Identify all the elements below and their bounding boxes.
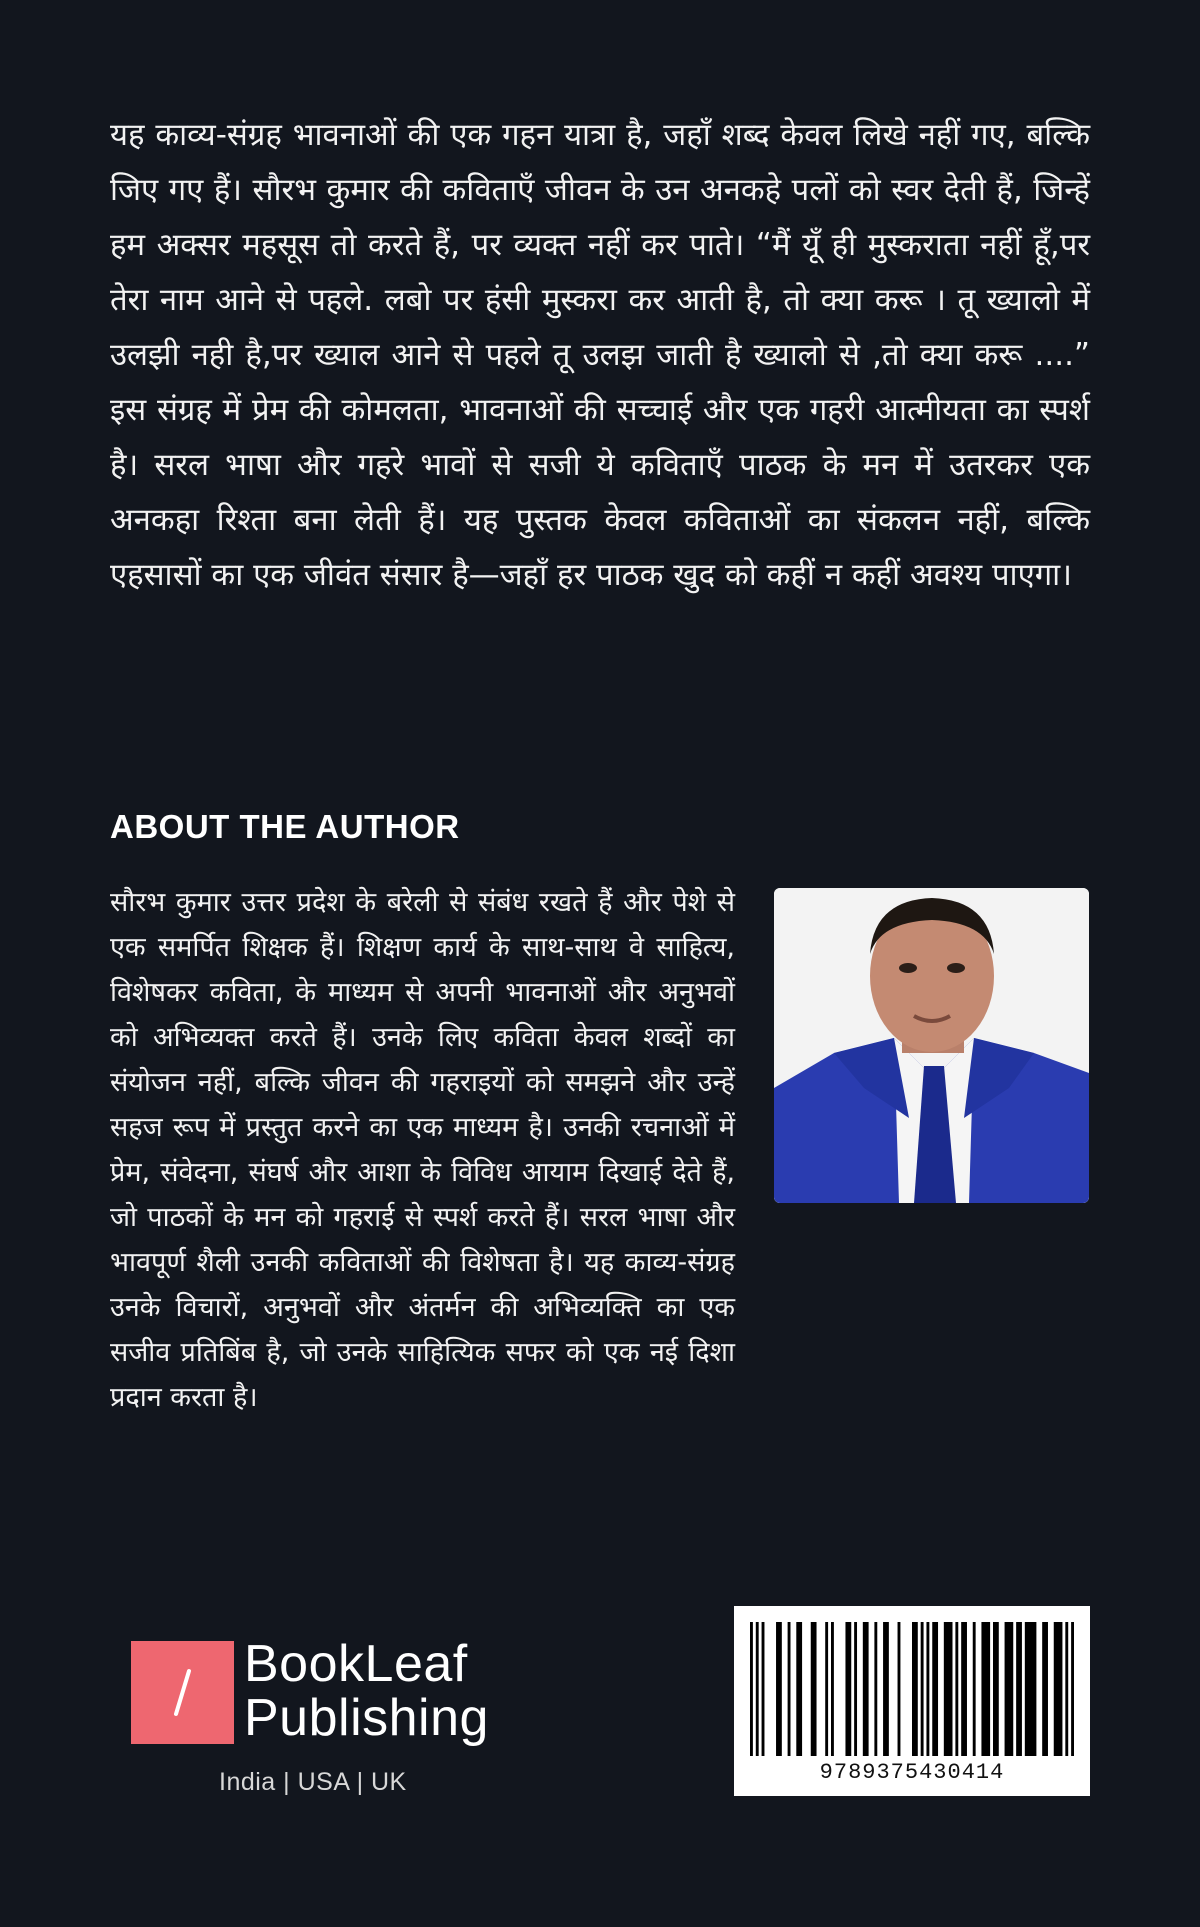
barcode-bar xyxy=(762,1622,765,1756)
barcode-bar xyxy=(845,1622,851,1756)
barcode-bars xyxy=(750,1622,1074,1756)
barcode-bar xyxy=(912,1622,918,1756)
publisher-name-line1: BookLeaf xyxy=(244,1635,468,1693)
barcode-bar xyxy=(926,1622,929,1756)
barcode-bar xyxy=(883,1622,889,1756)
barcode-bar xyxy=(973,1622,976,1756)
author-bio: सौरभ कुमार उत्तर प्रदेश के बरेली से संबंध रखते हैं और पेशे से एक समर्पित शिक्षक हैं। शिक्षण कार्य के साथ-साथ वे साहित्य, विशेषकर कविता, के माध्यम से अपनी भावनाओं और अनुभवों को अभिव्यक्त करते हैं। उनके लिए कविता केवल शब्दों का संयोजन नहीं, बल्कि जीवन की गहराइयों को समझने और उन्हें सहज रूप में प्रस्तुत करने का एक माध्यम है। उनकी रचनाओं में प्रेम, संवेदना, संघर्ष और आशा के विविध आयाम दिखाई देते हैं, जो पाठकों के मन को गहराई से स्पर्श करते हैं। सरल भाषा और भावपूर्ण शैली उनकी कविताओं की विशेषता है। यह काव्य-संग्रह उनके विचारों, अनुभवों और अंतर्मन की अभिव्यक्ति का एक सजीव प्रतिबिंब है, जो उनके साहित्यिक सफर को एक नई दिशा प्रदान करता है। xyxy=(110,887,735,1413)
publisher-name-line2: Publishing xyxy=(244,1689,489,1747)
publisher-logo xyxy=(131,1634,531,1804)
barcode-bar xyxy=(955,1622,958,1756)
barcode-bar xyxy=(981,1622,990,1756)
publisher-regions: India | USA | UK xyxy=(219,1768,407,1796)
barcode-bar xyxy=(932,1622,938,1756)
barcode-bar xyxy=(898,1622,901,1756)
barcode-bar xyxy=(756,1622,759,1756)
barcode-bar xyxy=(1071,1622,1074,1756)
barcode-bar xyxy=(921,1622,924,1756)
barcode-bar xyxy=(993,1622,999,1756)
barcode-bar xyxy=(1005,1622,1014,1756)
about-author-heading: ABOUT THE AUTHOR xyxy=(110,808,460,845)
barcode-bar xyxy=(776,1622,782,1756)
isbn-barcode xyxy=(734,1606,1090,1796)
barcode-bar xyxy=(796,1622,802,1756)
barcode-bar xyxy=(854,1622,857,1756)
barcode-bar xyxy=(874,1622,877,1756)
barcode-bar xyxy=(1065,1622,1068,1756)
barcode-bar xyxy=(750,1622,753,1756)
barcode-bar xyxy=(1016,1622,1022,1756)
isbn-number: 9789375430414 xyxy=(819,1760,1005,1785)
barcode-bar xyxy=(1025,1622,1037,1756)
barcode-bar xyxy=(1042,1622,1048,1756)
barcode-bar xyxy=(831,1622,834,1756)
barcode-bar xyxy=(1054,1622,1063,1756)
barcode-bar xyxy=(825,1622,828,1756)
barcode-bar xyxy=(788,1622,791,1756)
publisher-logo-mark xyxy=(131,1641,234,1744)
barcode-bar xyxy=(863,1622,869,1756)
barcode-bar xyxy=(811,1622,817,1756)
barcode-bar xyxy=(961,1622,967,1756)
barcode-bar xyxy=(944,1622,953,1756)
author-photo xyxy=(774,888,1089,1203)
back-cover-blurb: यह काव्य-संग्रह भावनाओं की एक गहन यात्रा है, जहाँ शब्द केवल लिखे नहीं गए, बल्कि जिए गए हैं। सौरभ कुमार की कविताएँ जीवन के उन अनकहे पलों को स्वर देती हैं, जिन्हें हम अक्सर महसूस तो करते हैं, पर व्यक्त नहीं कर पाते। “मैं यूँ ही मुस्कराता नहीं हूँ,पर तेरा नाम आने से पहले. लबो पर हंसी मुस्करा कर आती है, तो क्या करू । तू ख्यालो में उलझी नही है,पर ख्याल आने से पहले तू उलझ जाती है ख्यालो से ,तो क्या करू ....” इस संग्रह में प्रेम की कोमलता, भावनाओं की सच्चाई और एक गहरी आत्मीयता का स्पर्श है। सरल भाषा और गहरे भावों से सजी ये कविताएँ पाठक के मन में उतरकर एक अनकहा रिश्ता बना लेती हैं। यह पुस्तक केवल कविताओं का संकलन नहीं, बल्कि एहसासों का एक जीवंत संसार है—जहाँ हर पाठक खुद को कहीं न कहीं अवश्य पाएगा। xyxy=(110,117,1090,593)
